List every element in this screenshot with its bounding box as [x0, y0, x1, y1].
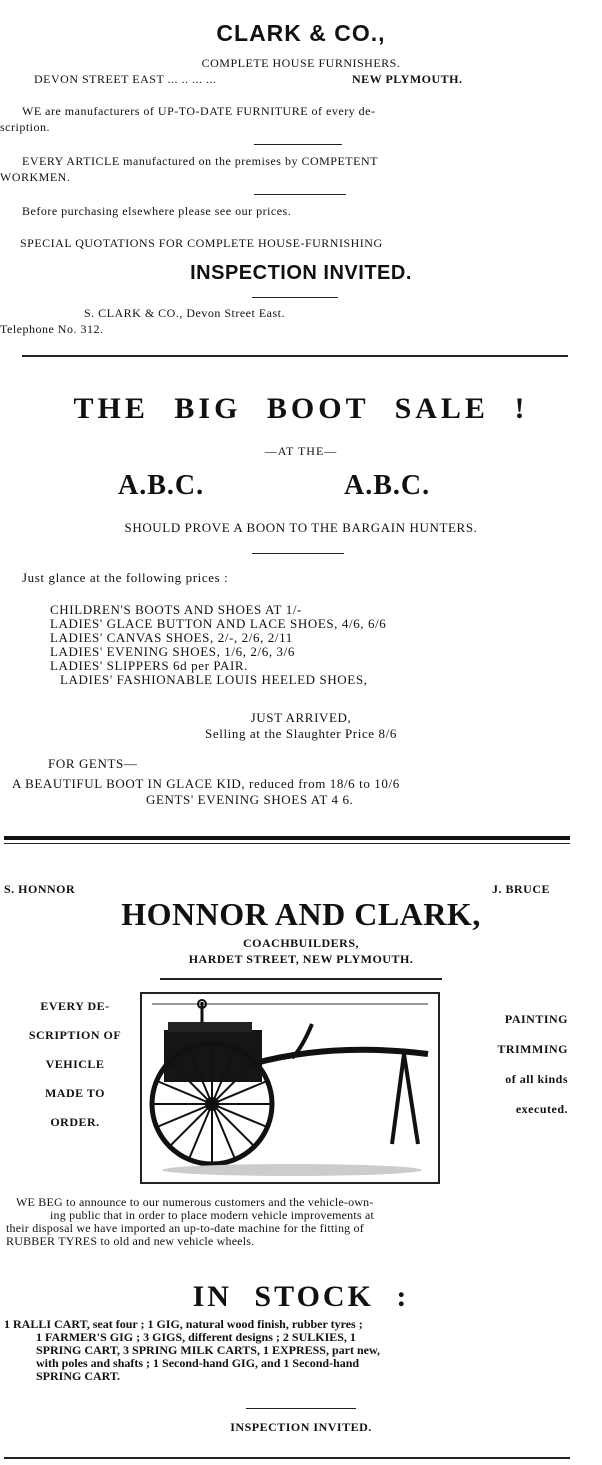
clark-para-2a: EVERY ARTICLE manufactured on the premises by COMPETENT	[22, 154, 378, 168]
clark-city: NEW PLYMOUTH.	[352, 72, 463, 86]
clark-signature: S. CLARK & CO., Devon Street East.	[84, 306, 285, 320]
clark-address: DEVON STREET EAST ... .. ... ...	[34, 72, 217, 86]
honnor-inspection: INSPECTION INVITED.	[230, 1420, 372, 1434]
price-item: CHILDREN'S BOOTS AND SHOES AT 1/-	[50, 602, 302, 617]
price-item: LADIES' SLIPPERS 6d per PAIR.	[50, 658, 249, 673]
price-item: LADIES' CANVAS SHOES, 2/-, 2/6, 2/11	[50, 630, 293, 645]
boot-price-list	[50, 603, 386, 687]
boot-gents-line-2: GENTS' EVENING SHOES AT 4 6.	[146, 792, 354, 807]
abc-left: A.B.C.	[118, 470, 205, 501]
clark-subtitle: COMPLETE HOUSE FURNISHERS.	[201, 56, 401, 70]
price-item: LADIES' FASHIONABLE LOUIS HEELED SHOES,	[60, 672, 368, 687]
price-item: LADIES' GLACE BUTTON AND LACE SHOES, 4/6, 6/6	[50, 616, 387, 631]
honnor-partner-left: S. HONNOR	[4, 882, 76, 896]
clark-para-2b: WORKMEN.	[0, 170, 71, 184]
stock-title: IN STOCK :	[192, 1280, 410, 1313]
clark-para-3: Before purchasing elsewhere please see our prices.	[22, 204, 292, 218]
clark-inspection: INSPECTION INVITED.	[190, 262, 412, 284]
divider	[254, 194, 346, 195]
clark-para-1b: scription.	[0, 120, 50, 134]
clark-para-1a: WE are manufacturers of UP-TO-DATE FURNITURE of every de-	[22, 104, 376, 118]
gig-icon	[142, 994, 438, 1182]
honnor-partner-right: J. BRUCE	[492, 882, 551, 896]
boot-title: THE BIG BOOT SALE !	[73, 392, 529, 425]
divider	[254, 144, 342, 145]
price-item: LADIES' EVENING SHOES, 1/6, 2/6, 3/6	[50, 644, 295, 659]
honnor-title: HONNOR AND CLARK,	[121, 896, 481, 932]
honnor-address: HARDET STREET, NEW PLYMOUTH.	[188, 952, 414, 966]
clark-title: CLARK & CO.,	[216, 20, 386, 46]
carriage-illustration	[140, 992, 440, 1184]
honnor-announcement: WE BEG to announce to our numerous customers and the vehicle-own- ing public that in order to place modern vehicle improvements at their disposal we have imported an up-to-date machine for the fitting of RUBBER TYRES to old and new vehicle wheels.	[6, 1195, 375, 1248]
divider	[246, 1408, 356, 1409]
honnor-right-column: PAINTING TRIMMING of all kinds executed.	[497, 1012, 568, 1116]
stock-list: 1 RALLI CART, seat four ; 1 GIG, natural wood finish, rubber tyres ; 1 FARMER'S GIG ; 3 GIGS, different designs ; 2 SULKIES, 1 SPRING CART, 3 SPRING MILK CARTS, 1 EXPRESS, part new, with poles and shafts ; 1 Second-hand GIG, and 1 Second-hand SPRING CART.	[4, 1317, 380, 1383]
clark-telephone: Telephone No. 312.	[0, 322, 104, 336]
boot-gents-line-1: A BEAUTIFUL BOOT IN GLACE KID, reduced from 18/6 to 10/6	[12, 776, 400, 791]
honnor-left-column: EVERY DE- SCRIPTION OF VEHICLE MADE TO ORDER.	[28, 999, 122, 1129]
divider	[252, 297, 338, 298]
section-divider	[22, 355, 568, 357]
section-divider	[4, 843, 570, 844]
section-divider	[4, 1457, 570, 1459]
honnor-subtitle: COACHBUILDERS,	[242, 936, 360, 950]
boot-slaughter-price: Selling at the Slaughter Price 8/6	[205, 726, 397, 741]
boot-gents-heading: FOR GENTS—	[48, 756, 138, 771]
clark-para-4: SPECIAL QUOTATIONS FOR COMPLETE HOUSE-FURNISHING	[20, 236, 383, 250]
boot-just-arrived: JUST ARRIVED,	[250, 710, 352, 725]
boot-boon: SHOULD PROVE A BOON TO THE BARGAIN HUNTERS.	[124, 520, 478, 535]
boot-at-the: —AT THE—	[264, 444, 338, 458]
divider	[160, 978, 442, 980]
section-divider	[4, 836, 570, 840]
abc-right: A.B.C.	[344, 470, 431, 501]
boot-glance: Just glance at the following prices :	[22, 570, 229, 585]
divider	[252, 553, 344, 554]
